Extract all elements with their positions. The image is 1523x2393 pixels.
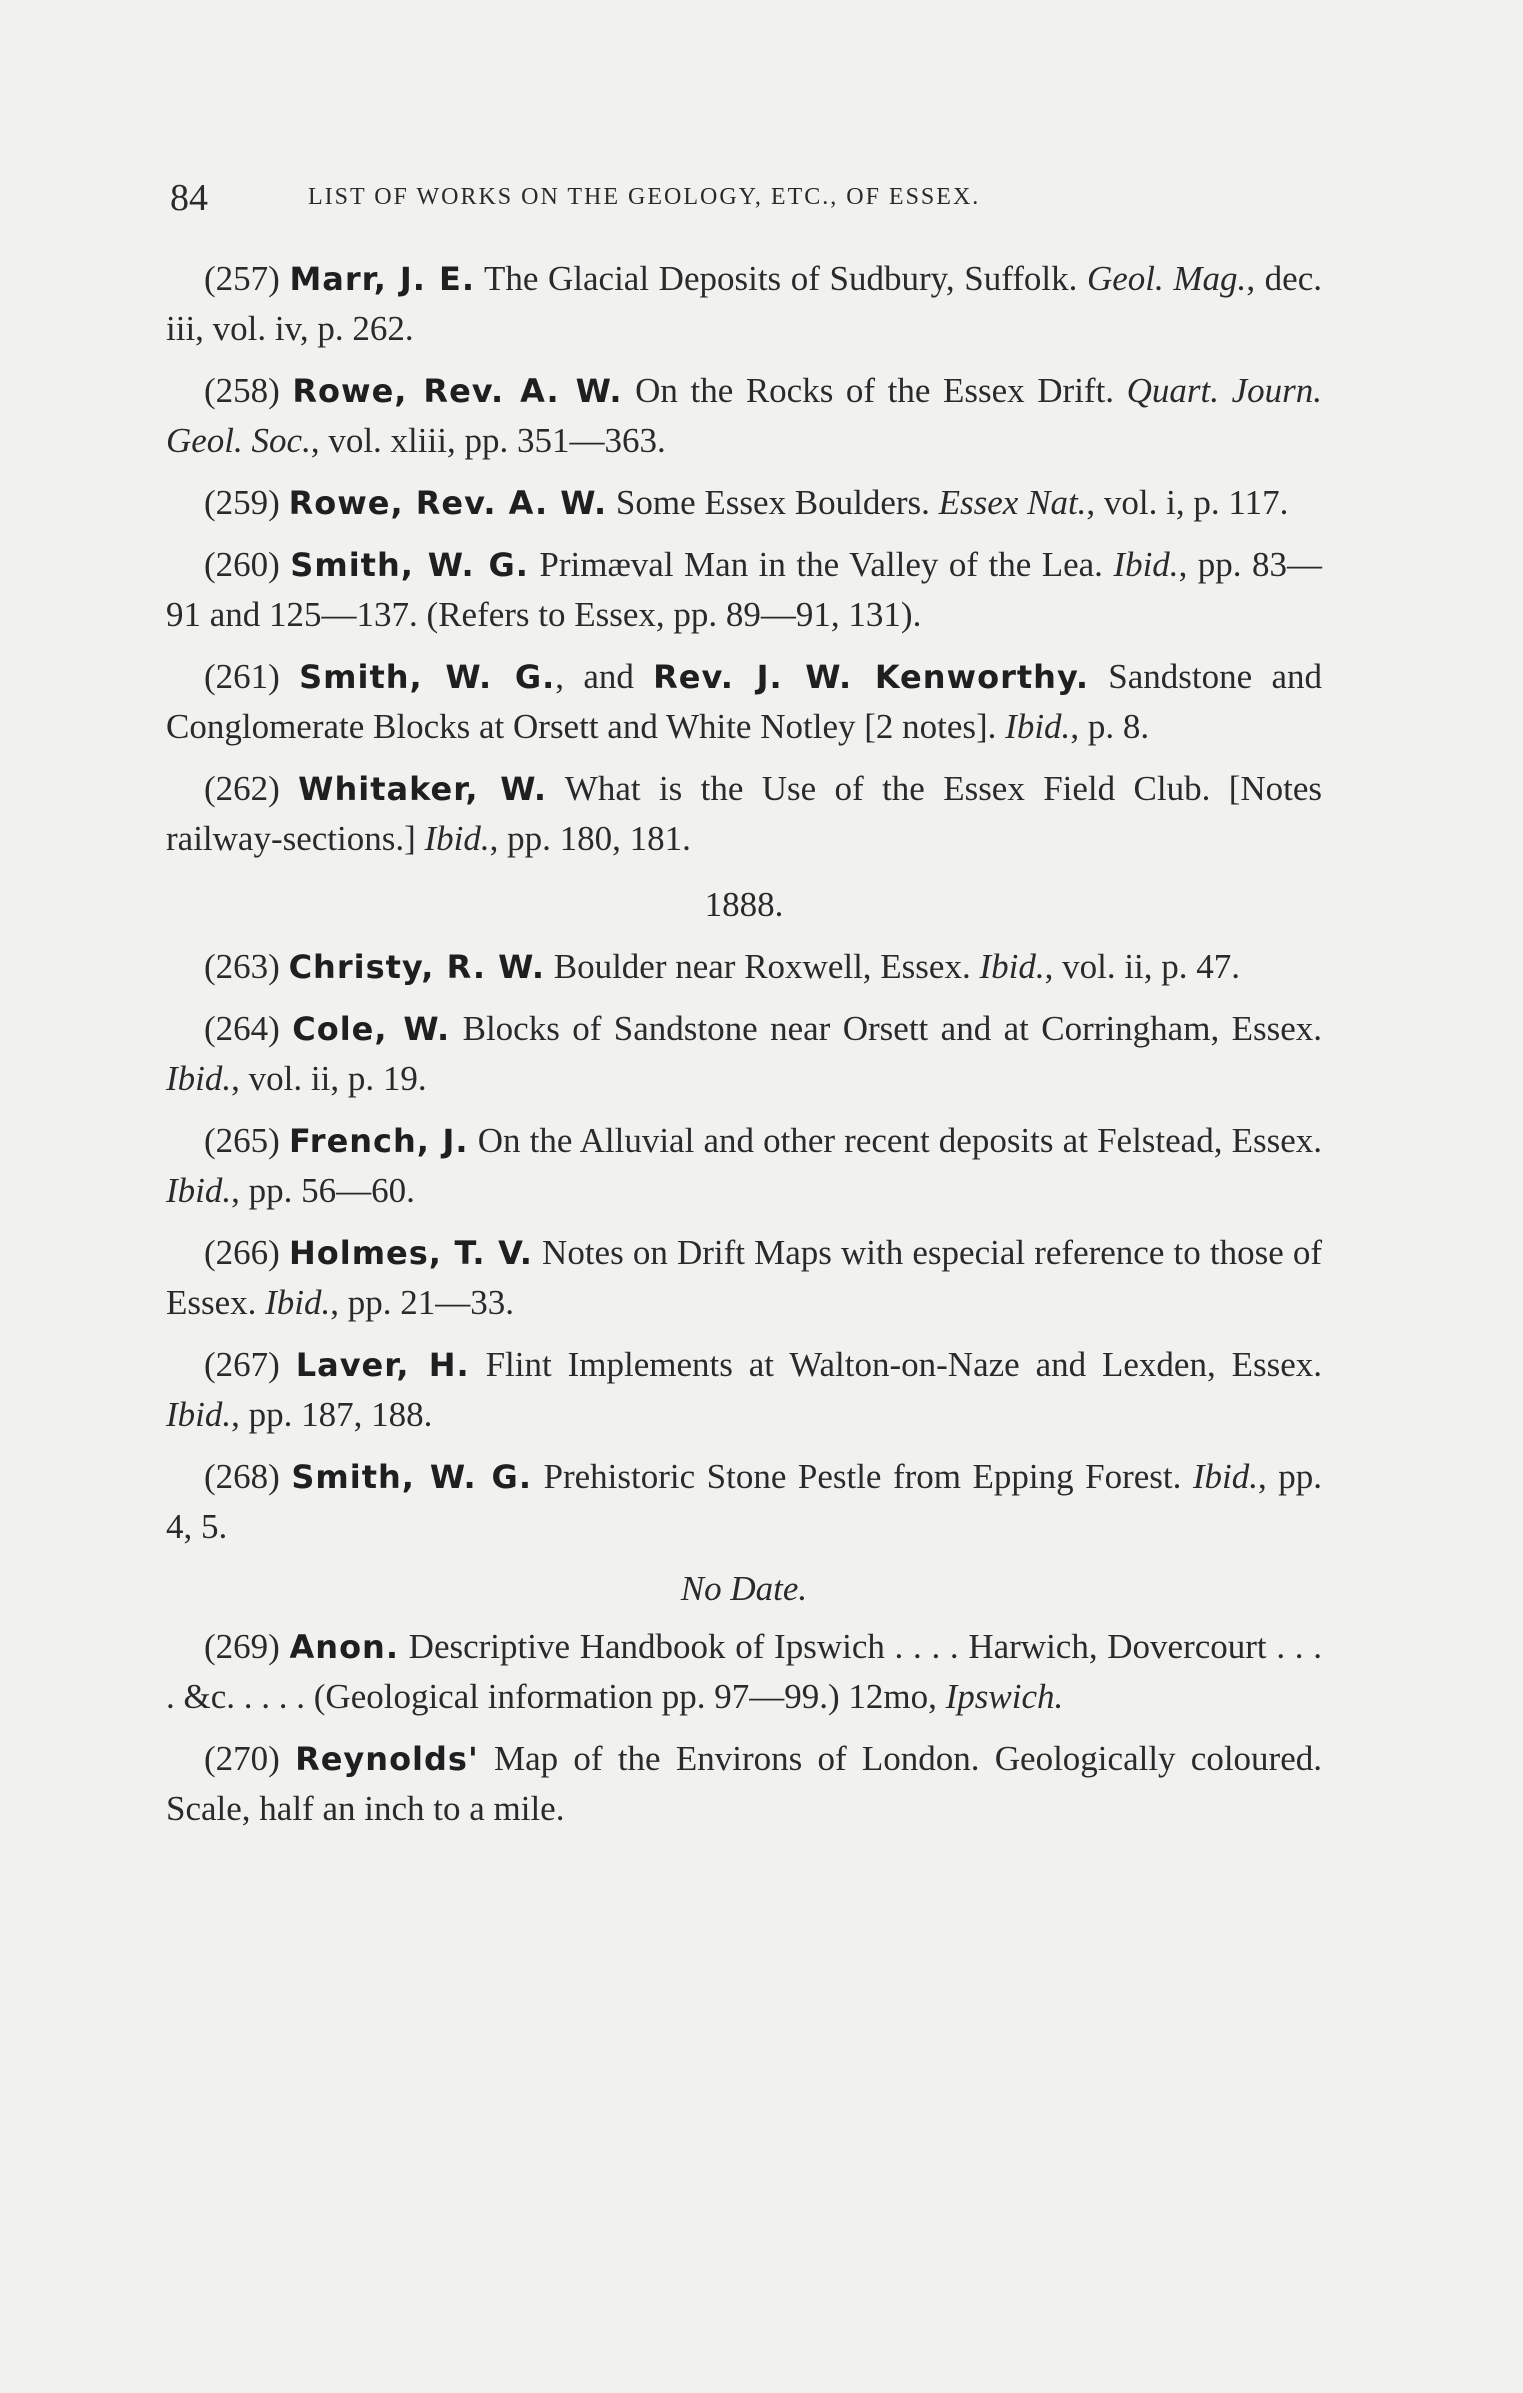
entry-number: (262) bbox=[204, 769, 280, 808]
entry-text: Boulder near Roxwell, Essex. bbox=[544, 947, 980, 986]
entry-number: (264) bbox=[204, 1009, 280, 1048]
entry-source: Ibid. bbox=[166, 1059, 232, 1098]
entry-author: Christy, R. W. bbox=[288, 948, 545, 986]
entry-source: Geol. Mag. bbox=[1087, 259, 1247, 298]
entry-text: Some Essex Boulders. bbox=[607, 483, 939, 522]
page-number: 84 bbox=[170, 177, 208, 219]
entry-text: , vol. ii, p. 19. bbox=[231, 1059, 427, 1098]
entry-text: , dec. iii, vol. iv, p. 262. bbox=[166, 259, 1322, 348]
entry-author: Smith, W. G. bbox=[291, 1458, 532, 1496]
entry-text: Notes on Drift Maps with especial reference to those of Essex. bbox=[166, 1233, 1323, 1322]
entry-author: Laver, H. bbox=[295, 1346, 470, 1384]
entry-text: , pp. 4, 5. bbox=[166, 1457, 1323, 1546]
bibliography-entry bbox=[166, 1622, 1322, 1722]
entry-source: Ibid. bbox=[265, 1283, 331, 1322]
section-heading: No Date. bbox=[680, 1569, 808, 1608]
entry-source: Ibid. bbox=[424, 819, 490, 858]
bibliography-entry bbox=[166, 942, 1322, 992]
bibliography-entry bbox=[166, 1452, 1322, 1552]
entry-number: (259) bbox=[204, 483, 280, 522]
entry-author: Marr, J. E. bbox=[289, 260, 475, 298]
year-heading: 1888. bbox=[704, 885, 784, 924]
entry-text: , vol. i, p. 117. bbox=[1086, 483, 1289, 522]
entry-source: Ibid. bbox=[1192, 1457, 1259, 1496]
entry-text: , pp. 56—60. bbox=[231, 1171, 415, 1210]
bibliography-entry bbox=[166, 764, 1322, 864]
entry-text: , vol. ii, p. 47. bbox=[1044, 947, 1241, 986]
entry-author: Smith, W. G. bbox=[290, 546, 529, 584]
entry-text: What is the Use of the Essex Field Club. [Notes railway-sections.] bbox=[166, 769, 1322, 858]
entry-number: (266) bbox=[204, 1233, 280, 1272]
bibliography-list bbox=[166, 254, 1322, 1846]
entry-source: Ibid. bbox=[1113, 545, 1179, 584]
entry-number: (260) bbox=[204, 545, 280, 584]
entry-coauthor: Rev. J. W. Kenworthy. bbox=[653, 658, 1090, 696]
entry-text: , and bbox=[555, 657, 654, 696]
entry-author: Rowe, Rev. A. W. bbox=[288, 484, 608, 522]
entry-text: , vol. xliii, pp. 351—363. bbox=[310, 421, 666, 460]
entry-author: Anon. bbox=[289, 1628, 399, 1666]
entry-author: French, J. bbox=[288, 1122, 469, 1160]
running-head bbox=[170, 176, 1320, 226]
entry-text: Sandstone and Conglomerate Blocks at Orsett and White Notley [2 notes]. bbox=[166, 657, 1323, 746]
running-title: LIST OF WORKS ON THE GEOLOGY, ETC., OF ESSEX. bbox=[308, 184, 981, 210]
entry-text: , pp. 180, 181. bbox=[489, 819, 691, 858]
entry-text: Blocks of Sandstone near Orsett and at Corringham, Essex. bbox=[450, 1009, 1323, 1048]
entry-text: , pp. 83—91 and 125—137. (Refers to Essex, pp. 89—91, 131). bbox=[166, 545, 1323, 634]
bibliography-entry bbox=[166, 254, 1322, 354]
bibliography-entry bbox=[166, 1734, 1322, 1834]
entry-number: (268) bbox=[204, 1457, 280, 1496]
bibliography-entry bbox=[166, 366, 1322, 466]
bibliography-entry bbox=[166, 1116, 1322, 1216]
entry-number: (261) bbox=[204, 657, 280, 696]
entry-number: (267) bbox=[204, 1345, 280, 1384]
entry-text: Descriptive Handbook of Ipswich . . . . Harwich, Dovercourt . . . . &c. . . . . (Geological information pp. 97—99.) 12mo, bbox=[166, 1627, 1322, 1716]
entry-text: , pp. 187, 188. bbox=[231, 1395, 433, 1434]
entry-text: Prehistoric Stone Pestle from Epping Forest. bbox=[531, 1457, 1193, 1496]
entry-author: Cole, W. bbox=[292, 1010, 451, 1048]
bibliography-entry bbox=[166, 478, 1322, 528]
bibliography-entry bbox=[166, 540, 1322, 640]
bibliography-entry bbox=[166, 1340, 1322, 1440]
entry-text: Primæval Man in the Valley of the Lea. bbox=[528, 545, 1114, 584]
entry-source: Ibid. bbox=[166, 1171, 232, 1210]
entry-author: Smith, W. G. bbox=[299, 658, 556, 696]
bibliography-entry bbox=[166, 1004, 1322, 1104]
entry-source: Ibid. bbox=[1005, 707, 1071, 746]
entry-author: Whitaker, W. bbox=[298, 770, 548, 808]
entry-source: Ipswich. bbox=[945, 1677, 1064, 1716]
entry-number: (265) bbox=[204, 1121, 280, 1160]
entry-text: Map of the Environs of London. Geologically coloured. Scale, half an inch to a mile. bbox=[166, 1739, 1323, 1828]
entry-source: Essex Nat. bbox=[938, 483, 1087, 522]
entry-text: The Glacial Deposits of Sudbury, Suffolk. bbox=[474, 259, 1087, 298]
bibliography-entry bbox=[166, 652, 1322, 752]
entry-text: Flint Implements at Walton-on-Naze and Lexden, Essex. bbox=[469, 1345, 1322, 1384]
entry-source: Ibid. bbox=[979, 947, 1045, 986]
entry-author: Holmes, T. V. bbox=[288, 1234, 533, 1272]
entry-number: (269) bbox=[204, 1627, 280, 1666]
entry-number: (270) bbox=[204, 1739, 280, 1778]
entry-author: Rowe, Rev. A. W. bbox=[292, 372, 623, 410]
entry-number: (258) bbox=[204, 371, 280, 410]
entry-number: (257) bbox=[204, 259, 280, 298]
entry-text: , pp. 21—33. bbox=[330, 1283, 515, 1322]
entry-source: Ibid. bbox=[166, 1395, 232, 1434]
bibliography-entry bbox=[166, 1228, 1322, 1328]
entry-number: (263) bbox=[204, 947, 280, 986]
entry-text: On the Alluvial and other recent deposits at Felstead, Essex. bbox=[468, 1121, 1323, 1160]
entry-author: Reynolds' bbox=[295, 1740, 479, 1778]
entry-source: Quart. Journ. Geol. Soc. bbox=[166, 371, 1323, 460]
entry-text: , p. 8. bbox=[1070, 707, 1150, 746]
entry-text: On the Rocks of the Essex Drift. bbox=[622, 371, 1127, 410]
